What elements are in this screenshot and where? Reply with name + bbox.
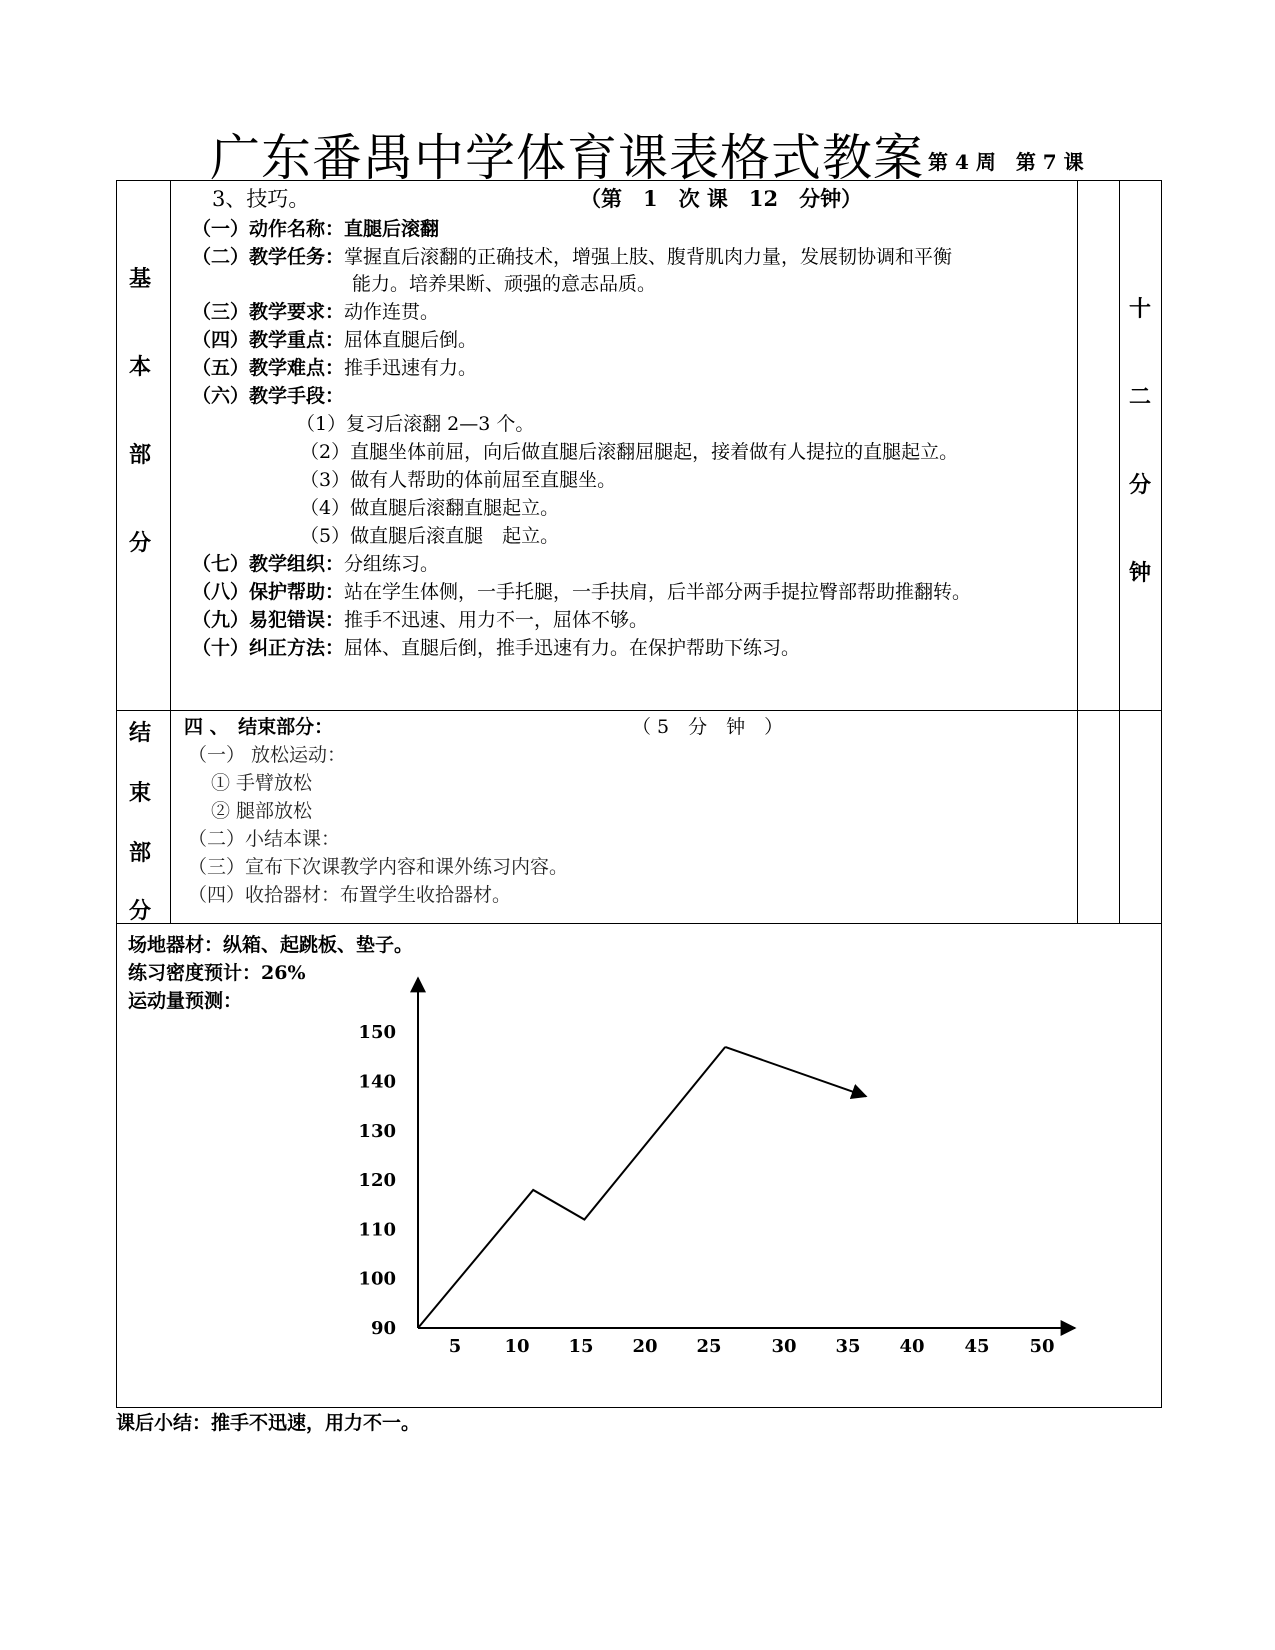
x-tick-label: 40: [899, 1336, 925, 1357]
y-tick-label: 140: [358, 1071, 396, 1093]
item-value: 动作连贯。: [344, 301, 440, 323]
item-key: （九）易犯错误：: [192, 609, 345, 631]
y-tick-label: 150: [358, 1022, 396, 1044]
y-tick-label: 90: [370, 1318, 396, 1339]
item-value: 站在学生体侧，一手托腿，一手扶肩，后半部分两手提拉臀部帮助推翻转。: [344, 581, 972, 603]
end-section-heading: 四 、 结束部分：: [184, 716, 334, 738]
item-value: 直腿后滚翻: [344, 218, 440, 240]
week-lesson-label: 第 4 周 第 7 课: [928, 150, 1084, 174]
item-key: （十）纠正方法：: [192, 637, 345, 659]
series-line: [418, 1047, 725, 1328]
item-value: 推手不迅速、用力不一，屈体不够。: [344, 609, 649, 631]
end-item: （二）小结本课：: [188, 828, 341, 850]
end-item: （三）宣布下次课教学内容和课外练习内容。: [188, 856, 569, 878]
lesson-summary: 课后小结：推手不迅速，用力不一。: [116, 1412, 421, 1434]
end-item: ① 手臂放松: [192, 772, 313, 794]
section-heading: 3、技巧。: [212, 187, 310, 211]
end-item: （四）收拾器材：布置学生收拾器材。: [188, 884, 512, 906]
item-value: 屈体、直腿后倒，推手迅速有力。在保护帮助下练习。: [344, 637, 801, 659]
item-value: 掌握直后滚翻的正确技术，增强上肢、腹背肌肉力量，发展韧协调和平衡: [344, 246, 953, 268]
y-tick-label: 100: [358, 1268, 396, 1290]
item-value: 能力。培养果断、顽强的意志品质。: [352, 273, 657, 295]
end-item: ② 腿部放松: [192, 800, 313, 822]
item-value: 分组练习。: [344, 553, 440, 575]
x-tick-label: 30: [771, 1336, 797, 1357]
item-key: （八）保护帮助：: [192, 581, 345, 603]
step-item: （4）做直腿后滚翻直腿起立。: [300, 497, 560, 519]
x-tick-label: 15: [568, 1336, 594, 1357]
item-key: （五）教学难点：: [192, 357, 345, 379]
x-tick-label: 45: [964, 1336, 990, 1357]
page-title: 广东番禺中学体育课表格式教案: [210, 129, 924, 187]
series-end-arrow: [725, 1047, 866, 1096]
step-item: （1）复习后滚翻 2—3 个。: [296, 413, 535, 435]
x-tick-label: 5: [448, 1336, 462, 1357]
y-tick-label: 130: [358, 1120, 396, 1142]
x-tick-label: 10: [504, 1336, 530, 1357]
item-value: 推手迅速有力。: [344, 357, 478, 379]
item-key: （七）教学组织：: [192, 553, 345, 575]
x-tick-label: 20: [632, 1336, 658, 1357]
x-tick-label: 35: [835, 1336, 861, 1357]
item-key: （三）教学要求：: [192, 301, 345, 323]
end-item: （一） 放松运动：: [188, 744, 347, 766]
item-key: （二）教学任务：: [192, 246, 345, 268]
y-tick-label: 120: [358, 1170, 396, 1192]
step-item: （2）直腿坐体前屈，向后做直腿后滚翻屈腿起，接着做有人提拉的直腿起立。: [300, 441, 959, 463]
step-item: （5）做直腿后滚直腿 起立。: [300, 525, 560, 547]
x-tick-label: 50: [1029, 1336, 1055, 1357]
density-label: 练习密度预计：26%: [128, 962, 306, 984]
step-item: （3）做有人帮助的体前屈至直腿坐。: [300, 469, 617, 491]
equipment-label: 场地器材：纵箱、起跳板、垫子。: [128, 934, 414, 956]
load-label: 运动量预测：: [128, 990, 243, 1012]
y-tick-label: 110: [358, 1219, 396, 1241]
item-key: （四）教学重点：: [192, 329, 345, 351]
x-tick-label: 25: [696, 1336, 722, 1357]
end-section-time: （ 5 分 钟 ）: [632, 716, 784, 738]
item-key: （一）动作名称：: [192, 218, 345, 240]
item-key: （六）教学手段：: [192, 385, 345, 407]
item-value: 屈体直腿后倒。: [344, 329, 478, 351]
section-heading-time: （第 1 次 课 12 分钟）: [580, 186, 863, 211]
